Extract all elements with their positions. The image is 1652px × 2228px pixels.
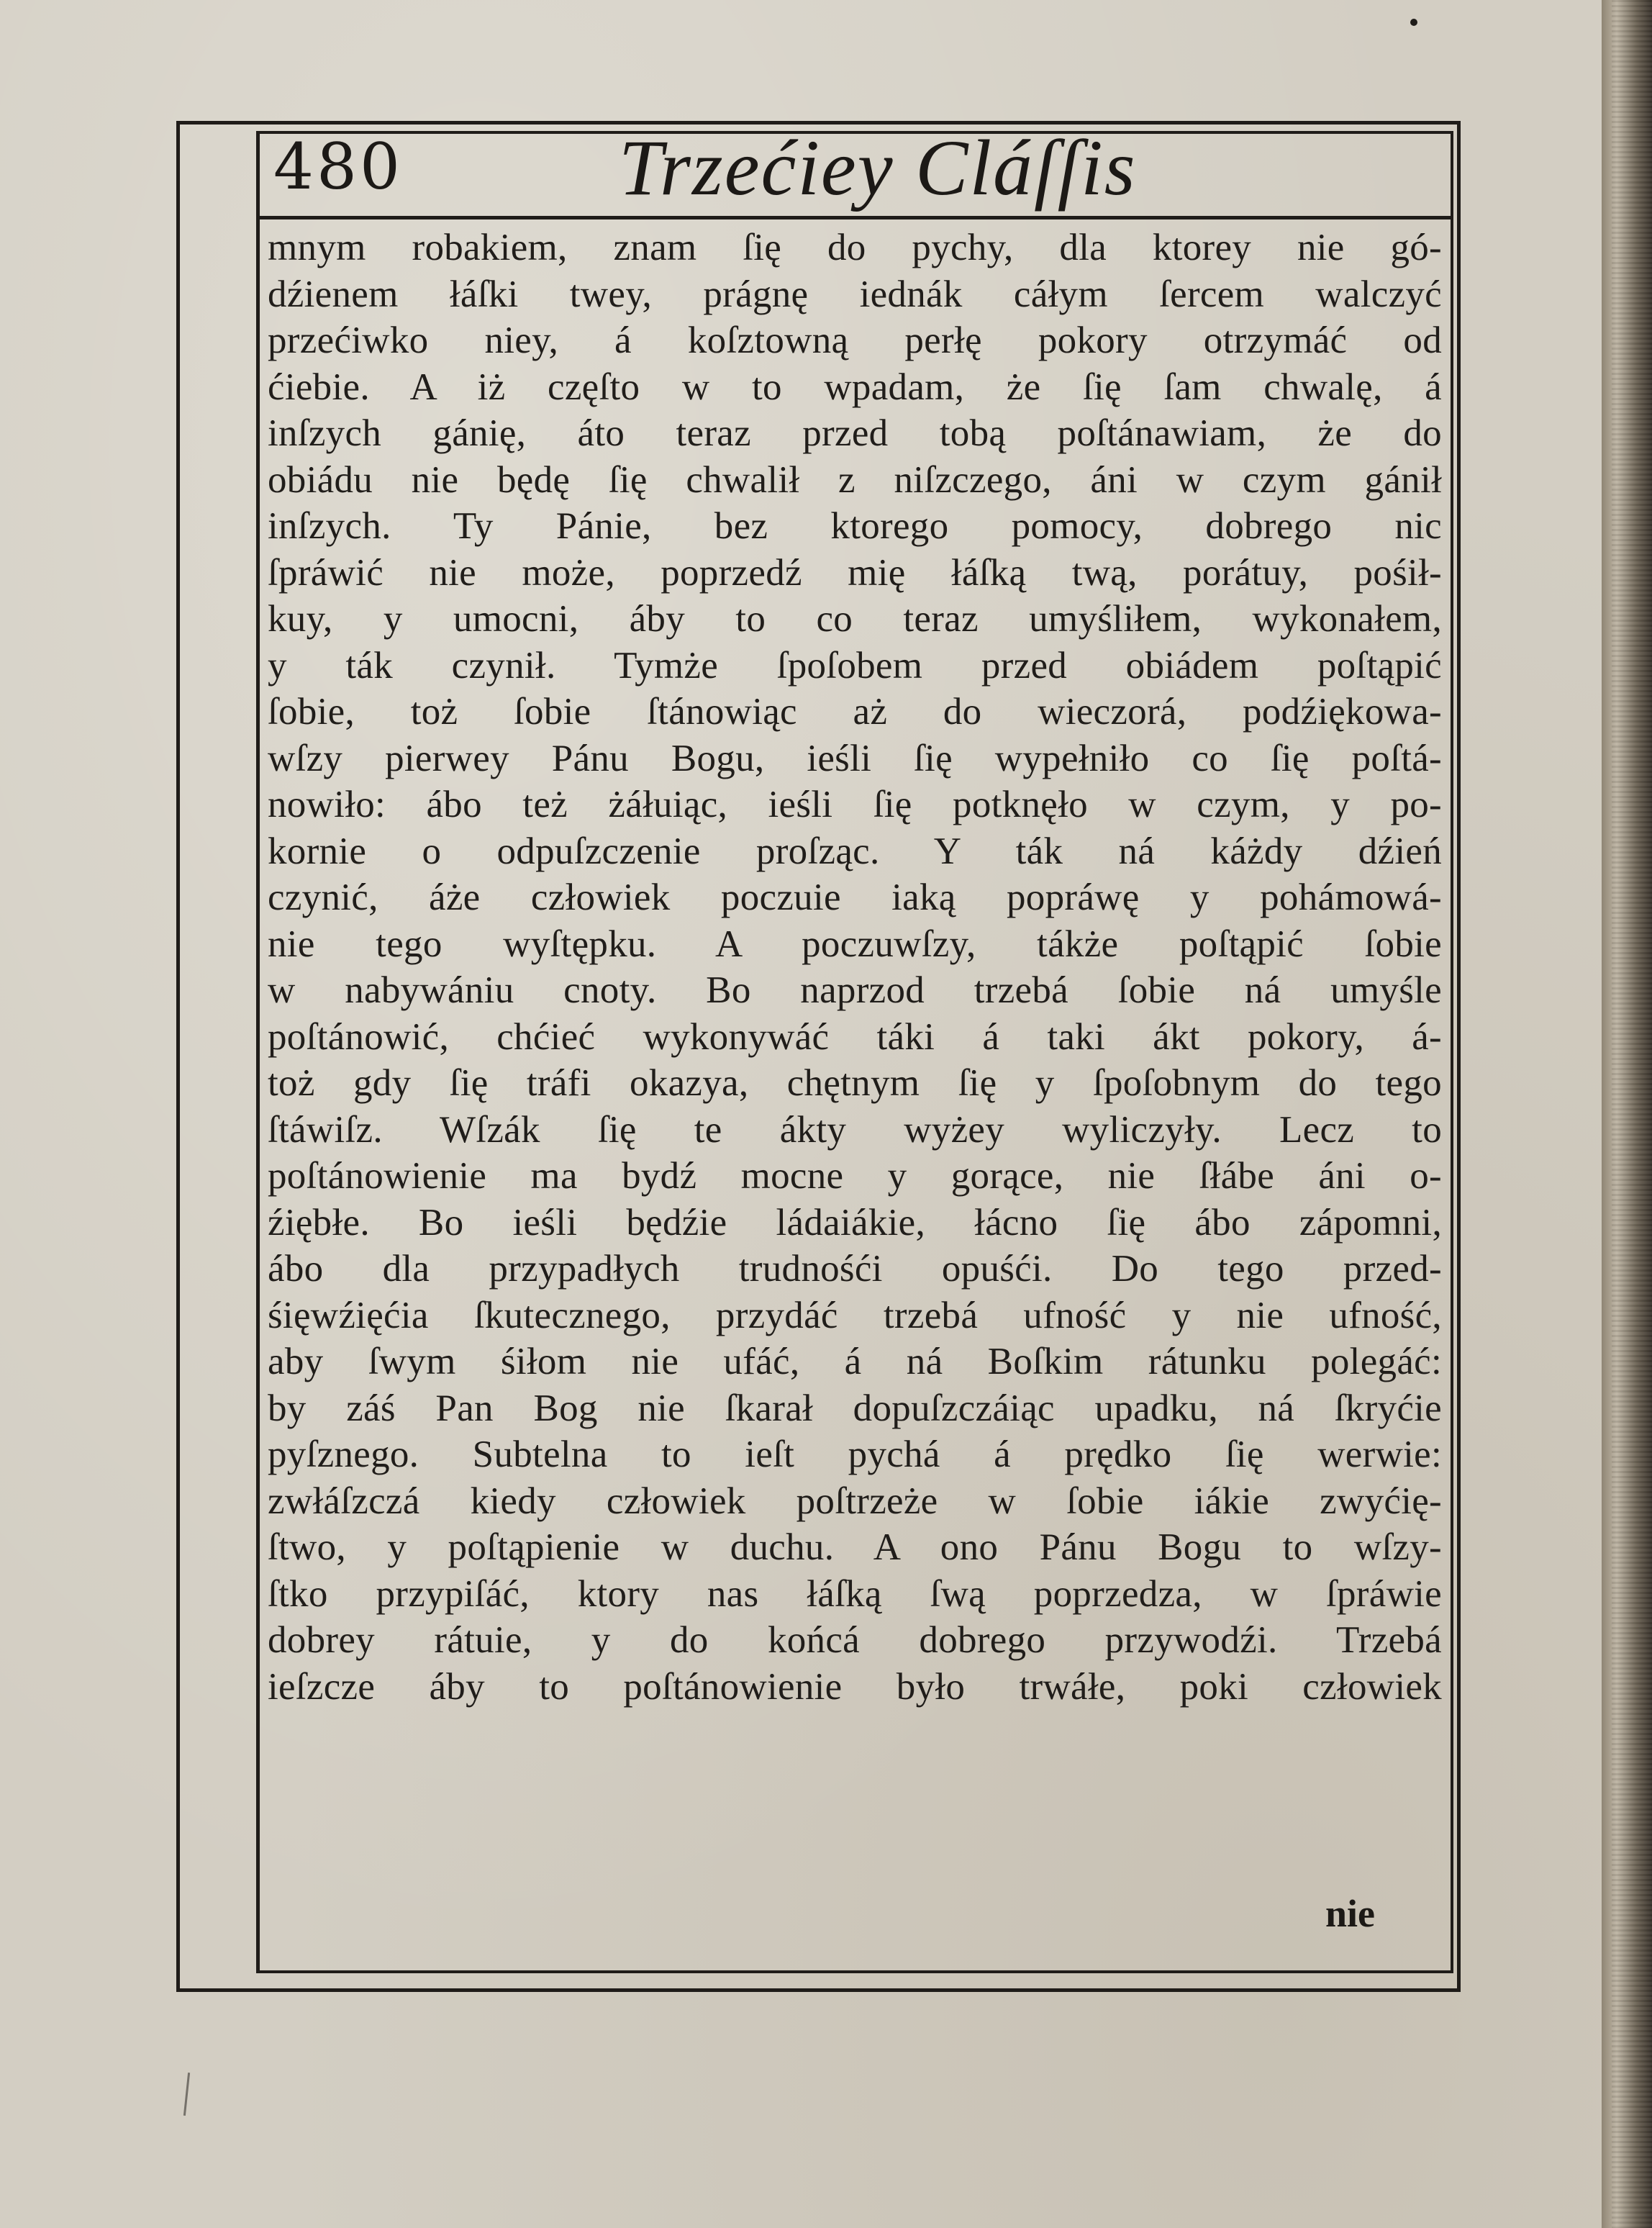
text-line: dobrey rátuie, y do końcá dobrego przywodźi. Trzebá	[268, 1619, 1442, 1661]
text-line: inſzych gánię, áto teraz przed tobą poſtánawiam, że do	[268, 412, 1442, 454]
text-line: nie tego wyſtępku. A poczuwſzy, tákże poſtąpić ſobie	[268, 923, 1442, 965]
text-line: aby ſwym śiłom nie ufáć, á ná Boſkim rátunku polegáć:	[268, 1341, 1442, 1382]
text-line: ſtáwiſz. Wſzák ſię te ákty wyżey wyliczyły. Lecz to	[268, 1108, 1442, 1151]
text-line: poſtánowienie ma bydź mocne y gorące, nie ſłábe áni o-	[268, 1155, 1442, 1197]
page-number: 480	[273, 130, 403, 204]
text-line: inſzych. Ty Pánie, bez ktorego pomocy, dobrego nic	[268, 505, 1442, 547]
body-text	[268, 225, 1442, 1966]
text-line: ieſzcze áby to poſtánowienie było trwáłe, poki człowiek	[268, 1665, 1442, 1708]
text-line: by záś Pan Bog nie ſkarał dopuſzczáiąc upadku, ná ſkryćie	[268, 1387, 1442, 1429]
text-line: zwłáſzczá kiedy człowiek poſtrzeże w ſobie iákie zwyćię-	[268, 1480, 1442, 1522]
text-line: poſtánowić, chćieć wykonywáć táki á taki ákt pokory, á-	[268, 1015, 1442, 1058]
text-line: obiádu nie będę ſię chwalił z niſzczego, áni w czym gánił	[268, 458, 1442, 501]
running-head: Trzećiey Cláſſis	[619, 124, 1137, 212]
text-line: w nabywániu cnoty. Bo naprzod trzebá ſobie ná umyśle	[268, 969, 1442, 1011]
text-line: ſobie, toż ſobie ſtánowiąc aż do wieczorá, podźiękowa-	[268, 691, 1442, 733]
text-line: kornie o odpuſzczenie proſząc. Y ták ná káżdy dźień	[268, 830, 1442, 872]
text-line: ćiebie. A iż częſto w to wpadam, że ſię ſam chwalę, á	[268, 366, 1442, 408]
header-rule	[256, 216, 1453, 219]
text-line: źiębłe. Bo ieśli będźie ládaiákie, łácno ſię ábo zápomni,	[268, 1201, 1442, 1244]
text-line: y ták czynił. Tymże ſpoſobem przed obiádem poſtąpić	[268, 644, 1442, 687]
text-line: kuy, y umocni, áby to co teraz umyśliłem, wykonałem,	[268, 598, 1442, 640]
text-line: przećiwko niey, á koſztowną perłę pokory otrzymáć od	[268, 320, 1442, 361]
text-line: ſpráwić nie może, poprzedź mię łáſką twą, porátuy, pośił-	[268, 551, 1442, 594]
text-line: nowiło: ábo też żáłuiąc, ieśli ſię potknęło w czym, y po-	[268, 784, 1442, 825]
text-line: ſtwo, y poſtąpienie w duchu. A ono Pánu Bogu to wſzy-	[268, 1526, 1442, 1568]
text-line: czynić, áże człowiek poczuie iaką popráwę y pohámowá-	[268, 877, 1442, 918]
text-line: mnym robakiem, znam ſię do pychy, dla ktorey nie gó-	[268, 227, 1442, 268]
text-line: toż gdy ſię tráfi okazya, chętnym ſię y ſpoſobnym do tego	[268, 1062, 1442, 1104]
text-line: ſtko przypiſáć, ktory nas łáſką ſwą poprzedza, w ſpráwie	[268, 1572, 1442, 1615]
text-line: śięwźięćia ſkutecznego, przydáć trzebá ufność y nie ufność,	[268, 1294, 1442, 1336]
text-line: wſzy pierwey Pánu Bogu, ieśli ſię wypełniło co ſię poſtá-	[268, 737, 1442, 779]
text-line: pyſznego. Subtelna to ieſt pychá á prędko ſię werwie:	[268, 1434, 1442, 1475]
text-line: ábo dla przypadłych trudnośći opuśći. Do tego przed-	[268, 1248, 1442, 1290]
book-edge	[1612, 0, 1652, 2228]
ink-dot	[1410, 19, 1417, 26]
text-line: dźienem łáſki twey, prágnę iednák cáłym ſercem walczyć	[268, 273, 1442, 315]
catchword: nie	[1325, 1892, 1376, 1935]
